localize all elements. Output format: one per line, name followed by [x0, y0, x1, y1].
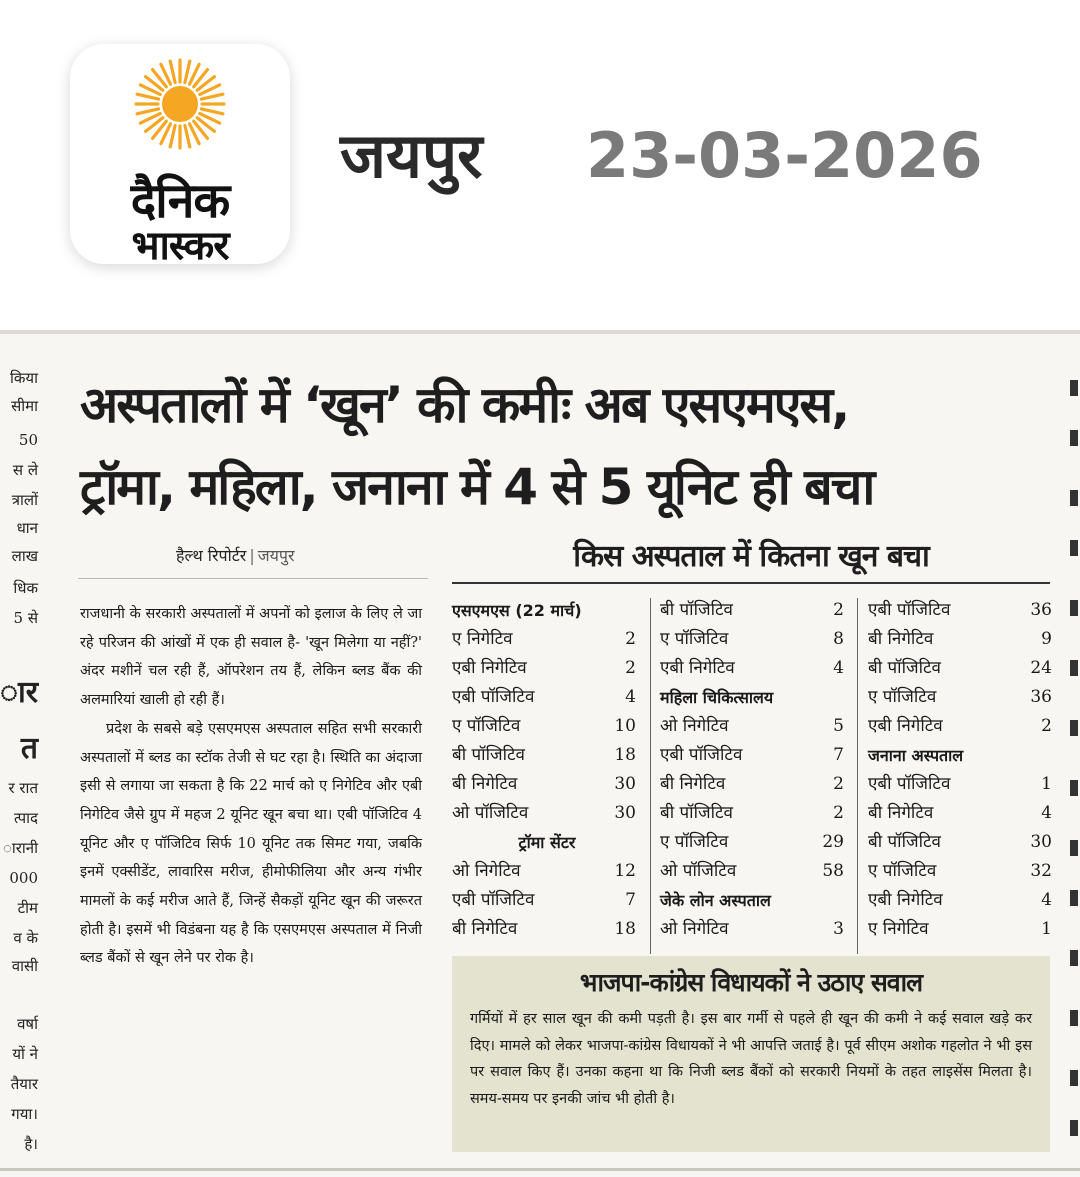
blood-group-label: एबी पॉजिटिव: [660, 745, 743, 765]
article-paragraph-1: राजधानी के सरकारी अस्पतालों में अपनों को इलाज के लिए ले जा रहे परिजन की आंखों में एक ही सवाल है- 'खून मिलेगा या नहीं?' अंदर मशीनें चल रही हैं, ऑपरेशन तय हैं, लेकिन ब्लड बैंक की अलमारियां खाली हो रही हैं।: [80, 606, 422, 709]
hospital-heading: [660, 683, 850, 712]
fragment-text: किया: [10, 369, 38, 387]
logo-text-line1: दैनिक: [130, 173, 230, 229]
blood-units-value: 5: [833, 716, 844, 736]
fragment-text: त: [20, 731, 38, 766]
box-title: भाजपा-कांग्रेस विधायकों ने उठाए सवाल: [579, 968, 923, 997]
blood-group-row: [452, 712, 642, 741]
sun-icon: [130, 54, 230, 154]
blood-group-row: [868, 886, 1058, 915]
blood-group-label: बी पॉजिटिव: [868, 658, 942, 678]
blood-group-label: एबी निगेटिव: [660, 658, 735, 678]
fragment-text: स ले: [12, 461, 38, 479]
blood-units-value: 2: [625, 629, 636, 649]
fragment-text: तैयार: [10, 1075, 38, 1093]
hospital-heading: [660, 886, 850, 915]
blood-units-value: 36: [1030, 600, 1052, 620]
app-logo: [70, 44, 290, 269]
sun-ray: [201, 94, 222, 99]
blood-units-value: 8: [833, 629, 844, 649]
fragment-text: यों ने: [12, 1045, 38, 1063]
blood-units-value: 2: [833, 774, 844, 794]
fragment-text: 5 से: [13, 609, 38, 627]
hospital-heading: [452, 596, 642, 625]
blood-group-label: एबी पॉजिटिव: [868, 600, 951, 620]
blood-table-column-2: [660, 596, 850, 944]
blood-group-label: बी पॉजिटिव: [452, 745, 526, 765]
blood-group-row: [868, 915, 1058, 944]
fragment-text: है।: [24, 1135, 38, 1153]
blood-units-value: 30: [1030, 832, 1052, 852]
sun-ray: [185, 125, 190, 146]
blood-table-title: किस अस्पताल में कितना खून बचा: [573, 539, 929, 574]
text-remnant: [1070, 840, 1078, 856]
headline-line2: ट्रॉमा, महिला, जनाना में 4 से 5 यूनिट ही बचा: [80, 458, 874, 516]
blood-units-value: 29: [822, 832, 844, 852]
column-divider: [857, 598, 858, 954]
fragment-text: व के: [13, 929, 38, 947]
blood-group-label: ए निगेटिव: [452, 629, 513, 649]
article-body: [80, 600, 422, 973]
blood-units-value: 4: [833, 658, 844, 678]
blood-group-row: [868, 857, 1058, 886]
fragment-text: ारानी: [2, 839, 38, 857]
blood-group-row: [660, 712, 850, 741]
edition-city: जयपुर: [340, 119, 483, 192]
blood-group-row: [452, 857, 642, 886]
blood-table-column-3: [868, 596, 1058, 944]
fragment-text: गया।: [11, 1105, 38, 1123]
blood-group-row: [660, 654, 850, 683]
blood-group-label: बी पॉजिटिव: [660, 600, 734, 620]
blood-units-value: 36: [1030, 687, 1052, 707]
byline-author: हैल्थ रिपोर्टर: [176, 546, 247, 565]
blood-units-value: 58: [822, 861, 844, 881]
text-remnant: [1070, 720, 1078, 736]
hospital-heading: [452, 828, 642, 857]
blood-units-value: 7: [833, 745, 844, 765]
blood-units-value: 24: [1030, 658, 1052, 678]
blood-units-value: 4: [1041, 803, 1052, 823]
hospital-name: जेके लोन अस्पताल: [660, 891, 771, 910]
hospital-name: महिला चिकित्सालय: [660, 688, 774, 707]
blood-group-label: बी पॉजिटिव: [660, 803, 734, 823]
mla-question-box: [452, 956, 1050, 1152]
blood-group-row: [660, 828, 850, 857]
blood-units-value: 1: [1041, 919, 1052, 939]
blood-group-label: ओ निगेटिव: [660, 919, 729, 939]
fragment-text: 000: [9, 869, 38, 887]
blood-group-row: [868, 683, 1058, 712]
blood-group-row: [660, 625, 850, 654]
blood-group-row: [868, 712, 1058, 741]
blood-group-row: [868, 828, 1058, 857]
blood-group-row: [452, 683, 642, 712]
fragment-text: लाख: [11, 547, 38, 565]
sun-core: [162, 86, 198, 122]
text-remnant: [1070, 600, 1078, 616]
blood-units-value: 2: [833, 600, 844, 620]
fragment-text: ार: [0, 675, 38, 710]
newspaper-clipping: [0, 330, 1080, 1177]
text-remnant: [1070, 660, 1078, 676]
blood-group-label: एबी निगेटिव: [452, 658, 527, 678]
blood-units-value: 7: [625, 890, 636, 910]
blood-units-value: 18: [614, 919, 636, 939]
blood-group-label: ए पॉजिटिव: [660, 629, 729, 649]
blood-group-label: बी निगेटिव: [868, 629, 934, 649]
sun-ray: [170, 61, 175, 82]
clip-bottom-edge: [0, 1168, 1080, 1171]
byline-separator: |: [249, 546, 255, 565]
sun-ray: [137, 94, 158, 99]
text-remnant: [1070, 380, 1078, 396]
blood-group-row: [868, 799, 1058, 828]
blood-group-row: [868, 625, 1058, 654]
fragment-text: धिक: [13, 579, 38, 597]
headline-line1: अस्पतालों में ‘खून’ की कमीः अब एसएमएस,: [80, 376, 849, 434]
text-remnant: [1070, 950, 1078, 966]
blood-table-column-1: [452, 596, 642, 944]
fragment-text: सीमा: [11, 397, 38, 415]
blood-units-value: 9: [1041, 629, 1052, 649]
blood-group-label: बी पॉजिटिव: [868, 832, 942, 852]
blood-group-label: एबी निगेटिव: [868, 716, 943, 736]
blood-group-row: [452, 799, 642, 828]
blood-group-row: [452, 625, 642, 654]
blood-group-label: ओ पॉजिटिव: [660, 861, 737, 881]
clip-top-edge: [0, 330, 1080, 334]
blood-group-label: एबी पॉजिटिव: [452, 687, 535, 707]
blood-group-row: [868, 770, 1058, 799]
blood-units-value: 2: [625, 658, 636, 678]
byline-city: जयपुर: [257, 546, 295, 565]
blood-group-label: ए पॉजिटिव: [452, 716, 521, 736]
text-remnant: [1070, 1120, 1078, 1136]
right-column-fragment: [1064, 370, 1080, 1170]
blood-group-row: [452, 654, 642, 683]
blood-group-label: ए पॉजिटिव: [868, 687, 937, 707]
blood-group-label: बी निगेटिव: [660, 774, 726, 794]
logo-text-line2: भास्कर: [131, 223, 229, 269]
blood-units-value: 32: [1030, 861, 1052, 881]
blood-units-value: 3: [833, 919, 844, 939]
blood-group-row: [660, 596, 850, 625]
blood-group-row: [452, 741, 642, 770]
sun-ray: [137, 109, 158, 114]
text-remnant: [1070, 490, 1078, 506]
blood-units-value: 10: [614, 716, 636, 736]
text-remnant: [1070, 1010, 1078, 1026]
hospital-name: जनाना अस्पताल: [868, 746, 964, 765]
fragment-text: र रात: [8, 779, 38, 797]
blood-table-rule: [452, 582, 1050, 584]
blood-group-label: ए पॉजिटिव: [868, 861, 937, 881]
text-remnant: [1070, 540, 1078, 556]
fragment-text: 50: [18, 431, 38, 449]
blood-group-row: [452, 915, 642, 944]
blood-units-value: 2: [1041, 716, 1052, 736]
blood-group-row: [452, 886, 642, 915]
blood-group-row: [452, 770, 642, 799]
hospital-name: ट्रॉमा सेंटर: [518, 833, 576, 852]
blood-group-label: बी निगेटिव: [452, 919, 518, 939]
text-remnant: [1070, 1070, 1078, 1086]
text-remnant: [1070, 430, 1078, 446]
box-text: गर्मियों में हर साल खून की कमी पड़ती है। इस बार गर्मी से पहले ही खून की कमी ने कई सवाल खड़े कर दिए। मामले को लेकर भाजपा-कांग्रेस विधायकों ने भी आपत्ति जताई है। पूर्व सीएम अशोक गहलोत ने भी इस पर सवाल किए हैं। उनका कहना था कि निजी ब्लड बैंकों को सरकारी नियमों के तहत लाइसेंस मिलता है। समय-समय पर इनकी जांच भी होती है।: [470, 1011, 1032, 1107]
text-remnant: [1070, 780, 1078, 796]
sun-ray: [170, 125, 175, 146]
blood-group-label: एबी निगेटिव: [868, 890, 943, 910]
blood-units-value: 30: [614, 803, 636, 823]
blood-group-label: ओ पॉजिटिव: [452, 803, 529, 823]
blood-units-value: 4: [1041, 890, 1052, 910]
hospital-heading: [868, 741, 1058, 770]
blood-group-label: ए पॉजिटिव: [660, 832, 729, 852]
blood-group-label: ओ निगेटिव: [660, 716, 729, 736]
byline: [176, 544, 295, 566]
edition-date: 23-03-2026: [586, 119, 983, 192]
blood-group-label: बी निगेटिव: [452, 774, 518, 794]
blood-group-row: [868, 596, 1058, 625]
blood-units-value: 30: [614, 774, 636, 794]
fragment-text: धान: [16, 519, 38, 537]
fragment-text: वर्षा: [17, 1015, 38, 1033]
article-paragraph-2: प्रदेश के सबसे बड़े एसएमएस अस्पताल सहित सभी सरकारी अस्पतालों में ब्लड का स्टॉक तेजी से घट रहा है। स्थिति का अंदाजा इसी से लगाया जा सकता है कि 22 मार्च को ए निगेटिव और एबी निगेटिव जैसे ग्रुप में महज 2 यूनिट खून बचा था। एबी पॉजिटिव 4 यूनिट और ए पॉजिटिव सिर्फ 10 यूनिट तक सिमट गया, जबकि इनमें एक्सीडेंट, लावारिस मरीज, हीमोफीलिया और अन्य गंभीर मामलों के कई मरीज आते हैं, जिन्हें सैकड़ों यूनिट खून की जरूरत होती है। इसमें भी विडंबना यह है कि एसएमएस अस्पताल में निजी ब्लड बैंकों से खून लेने पर रोक है।: [80, 720, 422, 967]
blood-group-label: ओ निगेटिव: [452, 861, 521, 881]
blood-group-label: एबी पॉजिटिव: [452, 890, 535, 910]
blood-group-row: [660, 741, 850, 770]
blood-units-value: 1: [1041, 774, 1052, 794]
byline-rule: [78, 578, 428, 579]
fragment-text: त्पाद: [14, 809, 38, 827]
text-remnant: [1070, 890, 1078, 906]
blood-units-value: 4: [625, 687, 636, 707]
hospital-name: एसएमएस (22 मार्च): [452, 601, 582, 620]
blood-units-value: 18: [614, 745, 636, 765]
sun-ray: [185, 61, 190, 82]
fragment-text: त्रालों: [11, 491, 38, 509]
column-divider: [650, 598, 651, 954]
blood-group-row: [660, 770, 850, 799]
blood-group-label: ए निगेटिव: [868, 919, 929, 939]
blood-group-label: बी निगेटिव: [868, 803, 934, 823]
blood-units-value: 12: [614, 861, 636, 881]
fragment-text: वासी: [11, 957, 38, 975]
blood-group-label: एबी पॉजिटिव: [868, 774, 951, 794]
blood-group-row: [660, 857, 850, 886]
fragment-text: टीम: [17, 899, 38, 917]
sun-ray: [201, 109, 222, 114]
blood-group-row: [660, 799, 850, 828]
blood-group-row: [660, 915, 850, 944]
blood-group-row: [868, 654, 1058, 683]
blood-units-value: 2: [833, 803, 844, 823]
